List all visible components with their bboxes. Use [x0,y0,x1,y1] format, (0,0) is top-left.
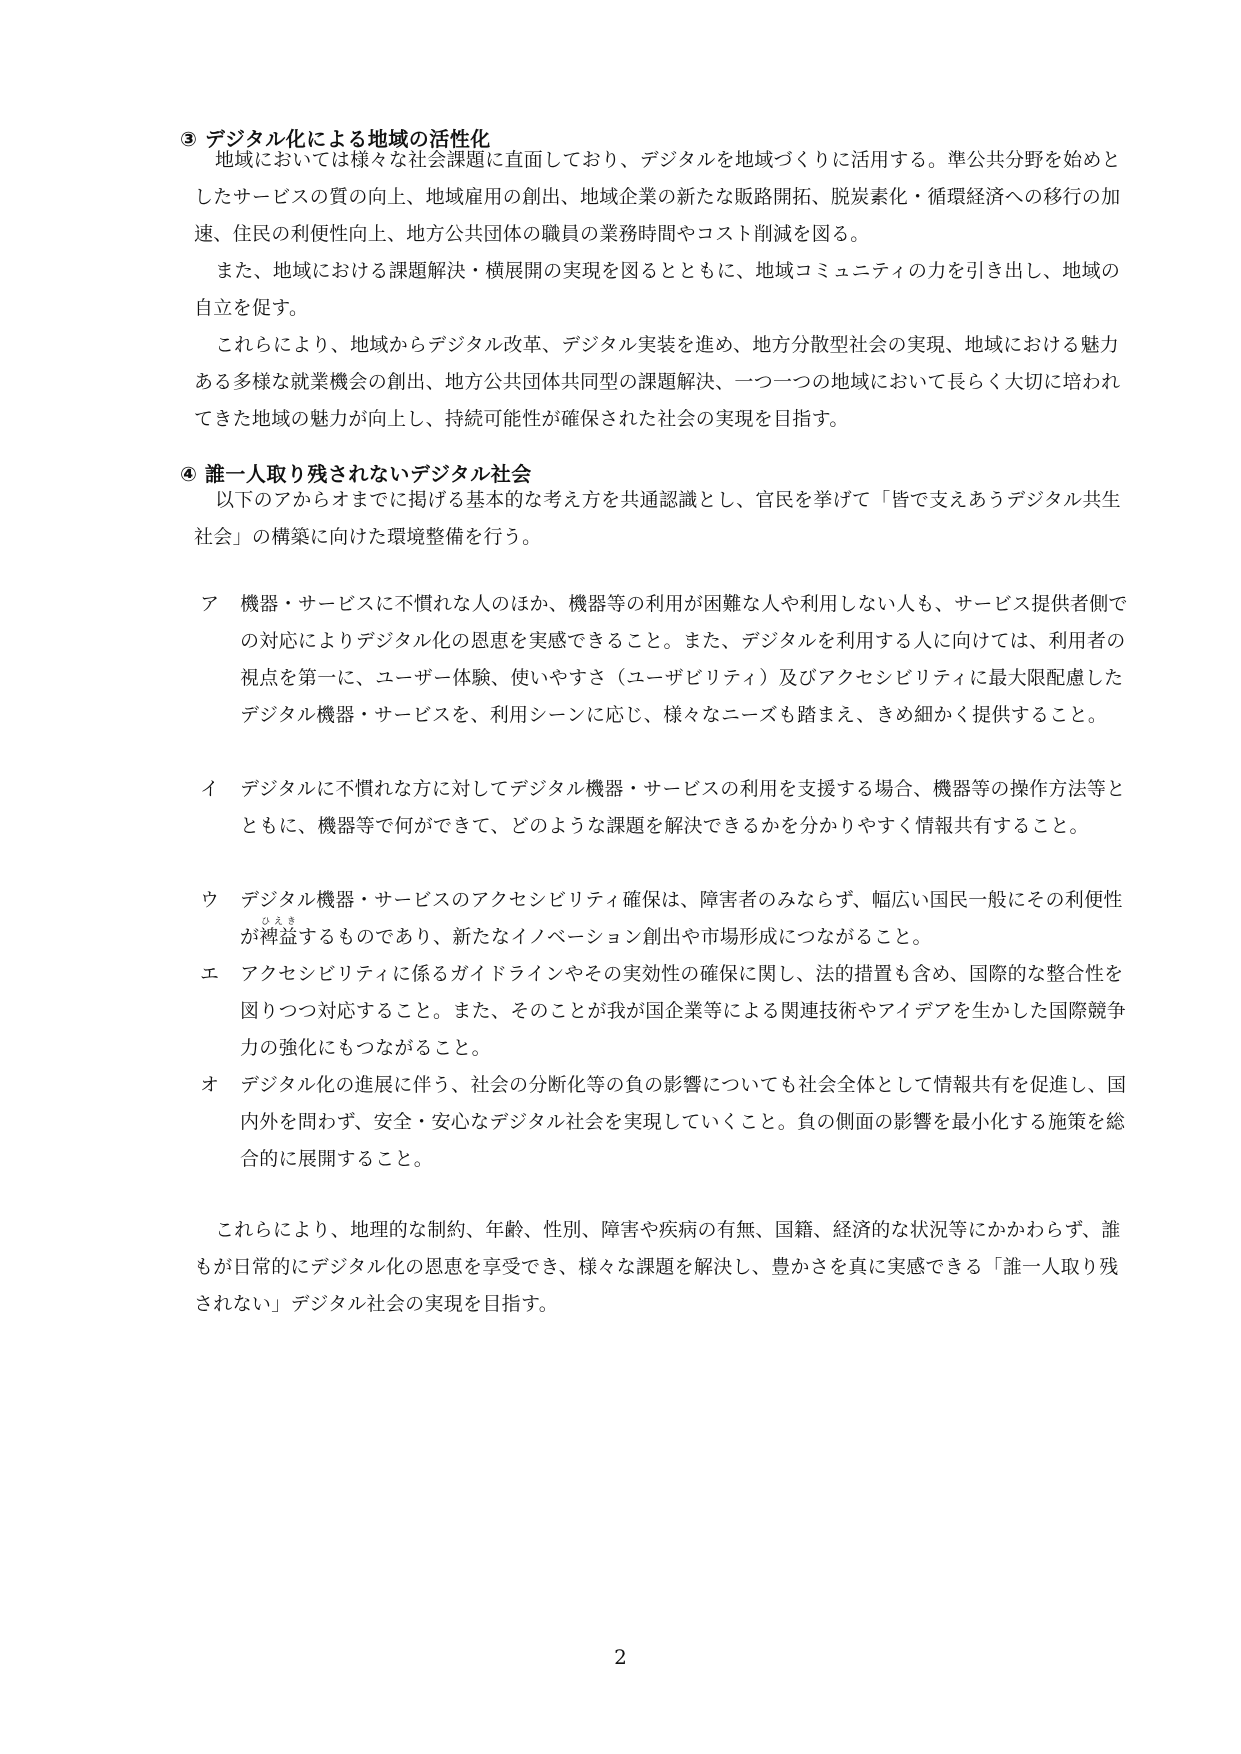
section-4-heading: ④ 誰一人取り残されないデジタル社会 [180,462,532,486]
page-number: 2 [614,1645,627,1669]
list-item-i [200,771,1130,845]
list-item-marker: ウ [200,889,220,911]
list-item-marker: オ [200,1074,220,1096]
list-item-text: 機器・サービスに不慣れな人のほか、機器等の利用が困難な人や利用しない人も、サービス提供者側での対応によりデジタル化の恩恵を実感できること。また、デジタルを利用する人に向けては、利用者の視点を第一に、ユーザー体験、使いやすさ（ユーザビリティ）及びアクセシビリティに最大限配慮したデジタル機器・サービスを、利用シーンに応じ、様々なニーズも踏まえ、きめ細かく提供すること。 [240,593,1128,726]
section-3-paragraph-1: 地域においては様々な社会課題に直面しており、デジタルを地域づくりに活用する。準公共分野を始めとしたサービスの質の向上、地域雇用の創出、地域企業の新たな販路開拓、脱炭素化・循環経済への移行の加速、住民の利便性向上、地方公共団体の職員の業務時間やコスト削減を図る。 [194,149,1121,245]
list-item-text-after: するものであり、新たなイノベーション創出や市場形成につながること。 [297,926,932,948]
list-item-o [200,1067,1130,1178]
list-item-text: デジタル化の進展に伴う、社会の分断化等の負の影響についても社会全体として情報共有を促進し、国内外を問わず、安全・安心なデジタル社会を実現していくこと。負の側面の影響を最小化する施策を総合的に展開すること。 [240,1074,1127,1170]
section-4-intro: 以下のアからオまでに掲げる基本的な考え方を共通認識とし、官民を挙げて「皆で支えあうデジタル共生社会」の構築に向けた環境整備を行う。 [194,489,1121,548]
ruby-word [259,917,298,948]
list-item-u [200,882,1130,956]
list-item-text: アクセシビリティに係るガイドラインやその実効性の確保に関し、法的措置も含め、国際的な整合性を図りつつ対応すること。また、そのことが我が国企業等による関連技術やアイデアを生かした国際競争力の強化にもつながること。 [240,963,1127,1059]
list-item-marker: エ [200,963,220,985]
list-item-marker: ア [200,593,220,615]
ruby-base: 裨益 [259,926,298,948]
section-4-closing: これらにより、地理的な制約、年齢、性別、障害や疾病の有無、国籍、経済的な状況等にかかわらず、誰もが日常的にデジタル化の恩恵を享受でき、様々な課題を解決し、豊かさを真に実感できる「誰一人取り残されない」デジタル社会の実現を目指す。 [194,1219,1121,1315]
section-3-paragraph-2: また、地域における課題解決・横展開の実現を図るとともに、地域コミュニティの力を引き出し、地域の自立を促す。 [194,260,1121,319]
ruby-reading: ひえき [259,917,298,927]
list-item-a [200,586,1130,734]
list-item-marker: イ [200,778,220,800]
list-item-text [240,882,1130,956]
section-3-paragraph-3: これらにより、地域からデジタル改革、デジタル実装を進め、地方分散型社会の実現、地域における魅力ある多様な就業機会の創出、地方公共団体共同型の課題解決、一つ一つの地域において長らく大切に培われてきた地域の魅力が向上し、持続可能性が確保された社会の実現を目指す。 [194,334,1121,430]
list-item-text: デジタルに不慣れな方に対してデジタル機器・サービスの利用を支援する場合、機器等の操作方法等とともに、機器等で何ができて、どのような課題を解決できるかを分かりやすく情報共有すること。 [240,778,1126,837]
list-item-text-before: デジタル機器・サービスのアクセシビリティ確保は、障害者のみならず、幅広い国民一般にその利便性が [240,889,1123,948]
section-3-heading: ③ デジタル化による地域の活性化 [180,127,491,151]
list-item-e [200,956,1130,1067]
